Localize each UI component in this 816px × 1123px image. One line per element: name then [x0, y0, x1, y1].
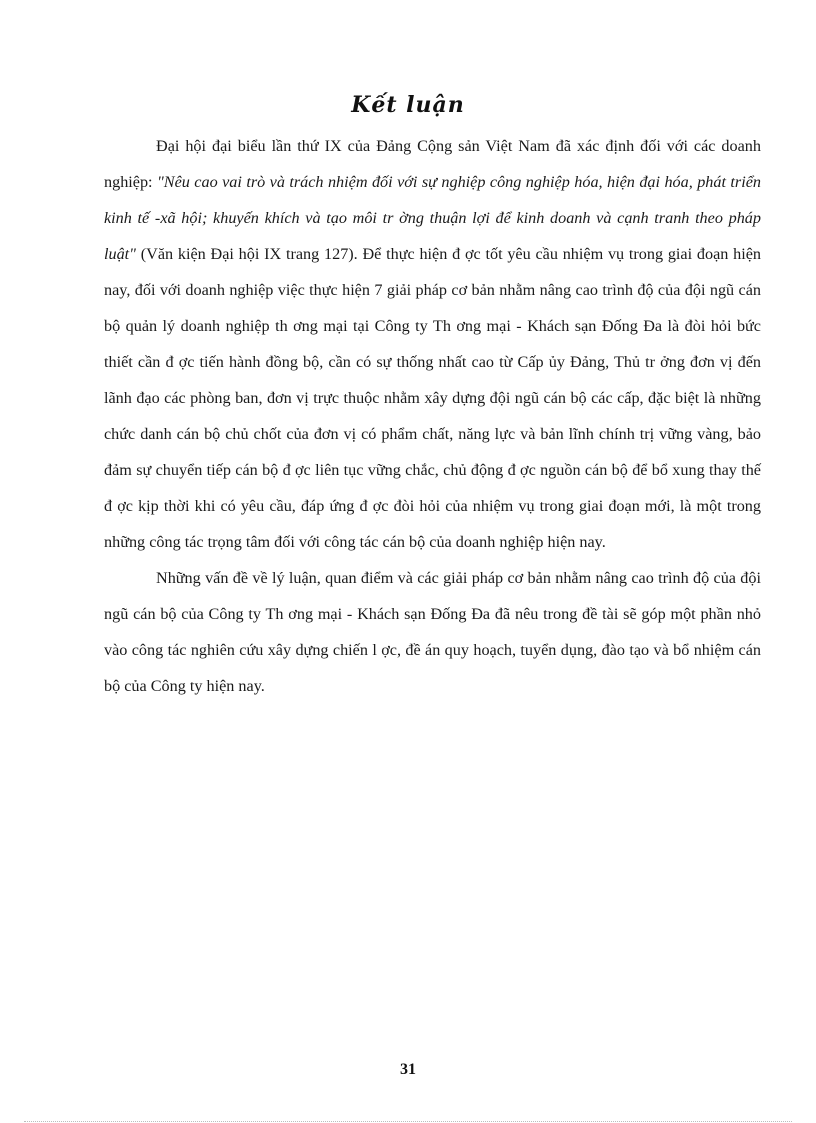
paragraph-2: Những vấn đề về lý luận, quan điểm và các giải pháp cơ bản nhằm nâng cao trình độ của đội ngũ cán bộ của Công ty Th ơng mại - Khách sạn Đống Đa đã nêu trong đề tài sẽ góp một phần nhỏ vào công tác nghiên cứu xây dựng chiến l ợc, đề án quy hoạch, tuyển dụng, đào tạo và bổ nhiệm cán bộ của Công ty hiện nay. — [104, 569, 761, 695]
paragraph-1-body: (Văn kiện Đại hội IX trang 127). Để thực hiện đ ợc tốt yêu cầu nhiệm vụ trong giai đoạn hiện nay, đối với doanh nghiệp việc thực hiện 7 giải pháp cơ bản nhằm nâng cao trình độ của đội ngũ cán bộ quản lý doanh nghiệp th ơng mại tại Công ty Th ơng mại - Khách sạn Đống Đa là đòi hỏi bức thiết cần đ ợc tiến hành đồng bộ, cần có sự thống nhất cao từ Cấp ủy Đảng, Thủ tr ởng đơn vị đến lãnh đạo các phòng ban, đơn vị trực thuộc nhằm xây dựng đội ngũ cán bộ các cấp, đặc biệt là những chức danh cán bộ chủ chốt của đơn vị có phẩm chất, năng lực và bản lĩnh chính trị vững vàng, bảo đảm sự chuyển tiếp cán bộ đ ợc liên tục vững chắc, chủ động đ ợc nguồn cán bộ để bổ xung thay thế đ ợc kịp thời khi có yêu cầu, đáp ứng đ ợc đòi hỏi của nhiệm vụ trong giai đoạn mới, là một trong những công tác trọng tâm đối với công tác cán bộ của doanh nghiệp hiện nay. — [104, 245, 761, 551]
page-number: 31 — [400, 1061, 416, 1078]
body-text — [104, 128, 761, 704]
party-congress-quote: "Nêu cao vai trò và trách nhiệm đối với sự nghiệp công nghiệp hóa, hiện đại hóa, phát triển kinh tế -xã hội; khuyến khích và tạo môi tr ờng thuận lợi để kinh doanh và cạnh tranh theo pháp luật" — [104, 173, 761, 263]
footer-divider — [24, 1121, 792, 1122]
page-title: Kết luận — [351, 92, 465, 118]
paragraph-1-intro: Đại hội đại biểu lần thứ IX của Đảng Cộng sản Việt Nam đã xác định đối với các doanh nghiệp: — [104, 137, 761, 191]
paragraph-1 — [104, 128, 761, 560]
